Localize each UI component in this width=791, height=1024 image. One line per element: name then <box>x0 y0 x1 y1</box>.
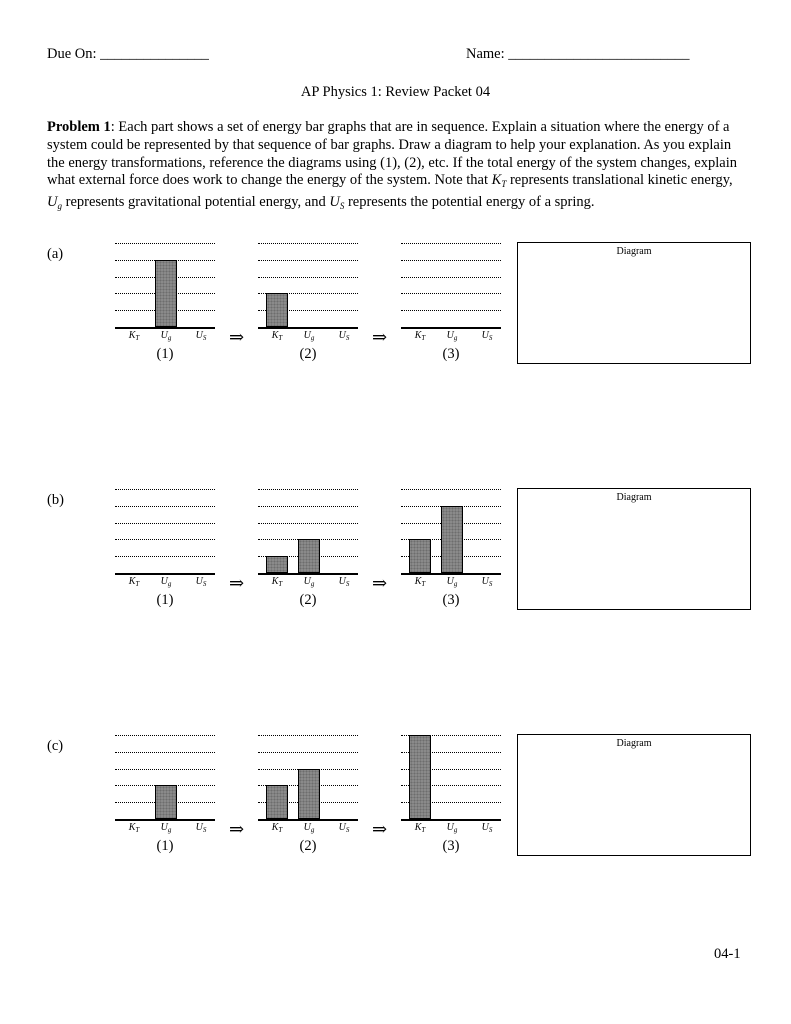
axis-label-symbol: K <box>271 576 279 587</box>
graph-baseline <box>401 327 501 329</box>
axis-label-symbol: K <box>128 822 136 833</box>
energy-bar-ug <box>155 260 177 327</box>
gridline <box>258 752 358 753</box>
axis-label-subscript: g <box>453 334 458 342</box>
due-on-line: Due On: _______________ <box>47 46 209 62</box>
axis-label-subscript: S <box>202 334 207 342</box>
energy-bar-kt <box>266 785 288 819</box>
axis-label-subscript: T <box>278 334 283 342</box>
frame-number: (1) <box>156 346 174 362</box>
diagram-box[interactable] <box>517 488 751 610</box>
axis-label-subscript: g <box>167 580 172 588</box>
axis-label-kt <box>266 576 288 588</box>
frame-number: (2) <box>299 838 317 854</box>
axis-label-ug <box>441 822 463 834</box>
axis-label-kt <box>123 576 145 588</box>
frame-number: (1) <box>156 838 174 854</box>
problem-1-statement <box>47 119 747 216</box>
axis-label-subscript: S <box>202 580 207 588</box>
axis-label-symbol: K <box>414 576 422 587</box>
axis-label-ug <box>155 330 177 342</box>
axis-label-symbol: K <box>128 330 136 341</box>
axis-label-ug <box>155 576 177 588</box>
frame-number: (2) <box>299 592 317 608</box>
axis-label-subscript: S <box>345 334 350 342</box>
part-c-label: (c) <box>47 738 64 754</box>
axis-label-ug <box>441 330 463 342</box>
axis-label-ug <box>298 330 320 342</box>
gridline <box>401 293 501 294</box>
energy-bar-ug <box>298 769 320 819</box>
symbol-ug: U <box>47 194 58 211</box>
energy-bar-ug <box>298 539 320 573</box>
axis-label-us <box>190 576 212 588</box>
axis-label-symbol: U <box>481 576 489 587</box>
graph-baseline <box>401 819 501 821</box>
axis-label-symbol: U <box>446 822 454 833</box>
gridline <box>258 277 358 278</box>
frame-number: (3) <box>442 592 460 608</box>
right-double-arrow-icon: ⇒ <box>372 819 388 839</box>
axis-label-subscript: T <box>135 826 140 834</box>
gridline <box>258 523 358 524</box>
axis-label-subscript: S <box>488 334 493 342</box>
diagram-box[interactable] <box>517 242 751 364</box>
axis-label-symbol: K <box>128 576 136 587</box>
part-b-label: (b) <box>47 492 64 508</box>
gridline <box>401 260 501 261</box>
diagram-label: Diagram <box>616 492 652 503</box>
axis-label-subscript: T <box>421 580 426 588</box>
energy-bar-graph <box>115 488 215 608</box>
right-double-arrow-icon: ⇒ <box>229 573 245 593</box>
right-double-arrow-icon: ⇒ <box>229 327 245 347</box>
diagram-label: Diagram <box>616 246 652 257</box>
gridline <box>115 506 215 507</box>
gridline <box>258 735 358 736</box>
axis-label-subscript: T <box>278 826 283 834</box>
symbol-k: K <box>491 172 502 189</box>
axis-label-subscript: S <box>488 580 493 588</box>
gridline <box>401 243 501 244</box>
axis-label-kt <box>266 822 288 834</box>
right-double-arrow-icon: ⇒ <box>372 327 388 347</box>
axis-label-symbol: U <box>160 822 168 833</box>
axis-label-kt <box>266 330 288 342</box>
gridline <box>401 489 501 490</box>
axis-label-subscript: T <box>421 334 426 342</box>
axis-label-subscript: g <box>310 580 315 588</box>
right-double-arrow-icon: ⇒ <box>372 573 388 593</box>
axis-label-subscript: T <box>421 826 426 834</box>
energy-bar-kt <box>409 735 431 819</box>
gridline <box>115 752 215 753</box>
energy-bar-kt <box>409 539 431 573</box>
axis-label-symbol: U <box>446 576 454 587</box>
gridline <box>258 260 358 261</box>
symbol-ug-subscript: g <box>57 201 62 212</box>
gridline <box>258 243 358 244</box>
axis-label-symbol: U <box>303 576 311 587</box>
diagram-label: Diagram <box>616 738 652 749</box>
page-title: AP Physics 1: Review Packet 04 <box>300 84 491 100</box>
axis-label-kt <box>409 576 431 588</box>
axis-label-subscript: g <box>310 334 315 342</box>
axis-label-subscript: g <box>310 826 315 834</box>
axis-label-us <box>476 576 498 588</box>
axis-label-subscript: S <box>345 580 350 588</box>
axis-label-ug <box>298 822 320 834</box>
axis-label-ug <box>441 576 463 588</box>
axis-label-symbol: K <box>414 330 422 341</box>
axis-label-symbol: U <box>303 330 311 341</box>
axis-label-subscript: T <box>135 580 140 588</box>
symbol-k-subscript: T <box>501 179 507 190</box>
axis-label-symbol: U <box>160 576 168 587</box>
axis-label-subscript: T <box>135 334 140 342</box>
axis-label-ug <box>155 822 177 834</box>
axis-label-us <box>333 330 355 342</box>
axis-label-symbol: K <box>414 822 422 833</box>
right-double-arrow-icon: ⇒ <box>229 819 245 839</box>
gridline <box>115 556 215 557</box>
energy-bar-graph <box>258 734 358 854</box>
axis-label-symbol: U <box>446 330 454 341</box>
frame-number: (3) <box>442 838 460 854</box>
gridline <box>115 523 215 524</box>
graph-baseline <box>115 327 215 329</box>
axis-label-kt <box>123 822 145 834</box>
axis-label-subscript: T <box>278 580 283 588</box>
gridline <box>115 539 215 540</box>
axis-label-us <box>333 822 355 834</box>
energy-bar-graph <box>115 734 215 854</box>
diagram-box[interactable] <box>517 734 751 856</box>
axis-label-us <box>333 576 355 588</box>
axis-label-subscript: g <box>453 580 458 588</box>
axis-label-subscript: S <box>202 826 207 834</box>
gridline <box>115 243 215 244</box>
frame-number: (1) <box>156 592 174 608</box>
axis-label-subscript: g <box>453 826 458 834</box>
energy-bar-graph <box>401 488 501 608</box>
axis-label-symbol: U <box>481 330 489 341</box>
axis-label-symbol: U <box>481 822 489 833</box>
axis-label-symbol: U <box>338 822 346 833</box>
energy-bar-kt <box>266 293 288 327</box>
axis-label-us <box>476 822 498 834</box>
gridline <box>115 769 215 770</box>
graph-baseline <box>258 327 358 329</box>
graph-baseline <box>258 573 358 575</box>
problem-text-part-1: : Each part shows a set of energy bar graphs that are in sequence. Explain a situation where the energy of a system could be represented by that sequence of bar graphs. Draw a diagram to help your explanation. As you explain the energy transformations, reference the diagrams using (1), (2), etc. If the total energy of the system changes, explain what external force does work to change the energy of the system. Note that <box>47 119 737 189</box>
axis-label-subscript: S <box>488 826 493 834</box>
axis-label-us <box>190 330 212 342</box>
energy-bar-graph <box>401 734 501 854</box>
problem-text-part-4: represents the potential energy of a spring. <box>344 194 595 211</box>
axis-label-symbol: U <box>160 330 168 341</box>
symbol-us: U <box>329 194 340 211</box>
axis-label-ug <box>298 576 320 588</box>
gridline <box>258 489 358 490</box>
gridline <box>115 489 215 490</box>
axis-label-kt <box>123 330 145 342</box>
graph-baseline <box>115 573 215 575</box>
frame-number: (2) <box>299 346 317 362</box>
energy-bar-graph <box>258 242 358 362</box>
energy-bar-graph <box>258 488 358 608</box>
axis-label-symbol: U <box>303 822 311 833</box>
axis-label-kt <box>409 822 431 834</box>
problem-text-part-3: represents gravitational potential energy, and <box>61 194 330 211</box>
part-a-label: (a) <box>47 246 64 262</box>
axis-label-subscript: g <box>167 826 172 834</box>
axis-label-kt <box>409 330 431 342</box>
energy-bar-ug <box>441 506 463 573</box>
page-number: 04-1 <box>714 946 741 962</box>
axis-label-symbol: U <box>338 576 346 587</box>
gridline <box>401 277 501 278</box>
gridline <box>258 506 358 507</box>
axis-label-symbol: U <box>338 330 346 341</box>
energy-bar-kt <box>266 556 288 573</box>
axis-label-symbol: K <box>271 822 279 833</box>
problem-text-part-2: represents translational kinetic energy, <box>506 172 733 189</box>
axis-label-us <box>190 822 212 834</box>
axis-label-symbol: K <box>271 330 279 341</box>
gridline <box>401 310 501 311</box>
frame-number: (3) <box>442 346 460 362</box>
axis-label-subscript: S <box>345 826 350 834</box>
energy-bar-graph <box>115 242 215 362</box>
energy-bar-graph <box>401 242 501 362</box>
axis-label-symbol: U <box>195 330 203 341</box>
axis-label-symbol: U <box>195 822 203 833</box>
axis-label-us <box>476 330 498 342</box>
problem-label: Problem 1 <box>47 119 111 135</box>
gridline <box>115 735 215 736</box>
graph-baseline <box>401 573 501 575</box>
energy-bar-ug <box>155 785 177 819</box>
axis-label-symbol: U <box>195 576 203 587</box>
axis-label-subscript: g <box>167 334 172 342</box>
symbol-us-subscript: S <box>339 201 345 212</box>
graph-baseline <box>258 819 358 821</box>
name-line: Name: _________________________ <box>466 46 690 62</box>
graph-baseline <box>115 819 215 821</box>
